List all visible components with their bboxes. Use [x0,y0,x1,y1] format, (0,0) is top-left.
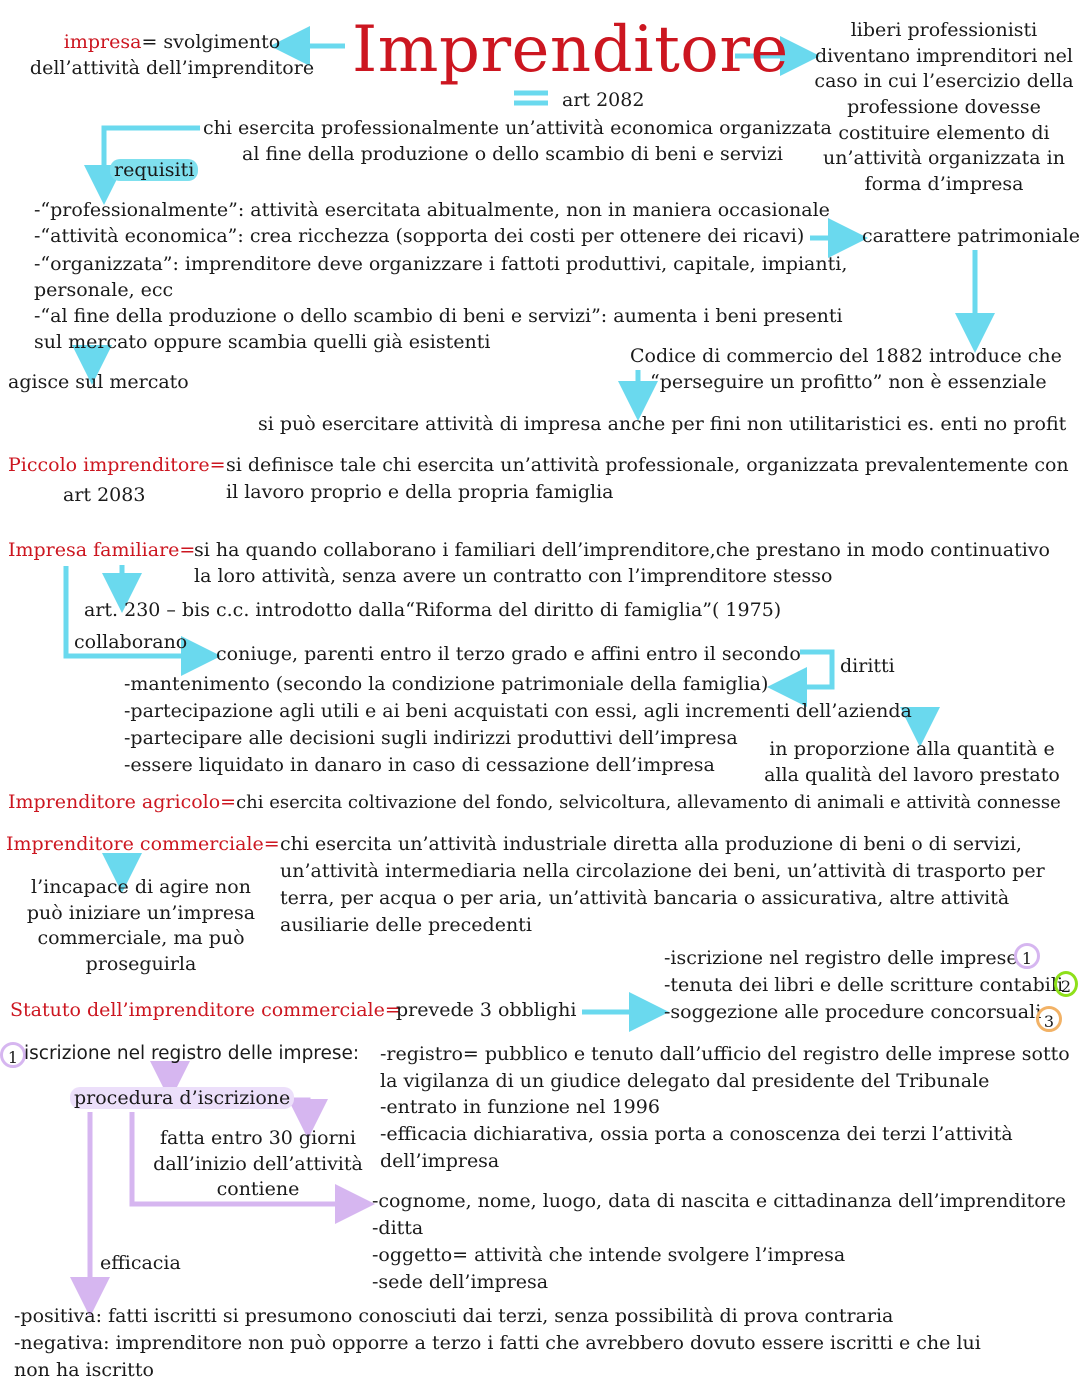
familiare-def-line1: si ha quando collaborano i familiari dell’imprenditore,che prestano in modo continuativo [194,539,1050,561]
imprenditore-agricolo [8,790,1061,816]
impresa-def-line1: = svolgimento [141,31,281,53]
familiare-def-line2: la loro attività, senza avere un contratto con l’imprenditore stesso [194,565,833,587]
incapace-line: l’incapace di agire non [31,876,251,898]
liberi-line: caso in cui l’esercizio della [814,70,1074,93]
piccolo-def-line2: il lavoro proprio e della propria famiglia [226,481,614,503]
fatta-line: dall’inizio dell’attività [153,1152,363,1175]
registro-line1: -registro= pubblico e tenuto dall’ufficio del registro delle imprese sotto [380,1043,1070,1065]
diritto-partecipazione-utili: -partecipazione agli utili e ai beni acquistati con essi, agli incrementi dell’azienda [124,700,912,722]
efficacia-dichiarativa-line1: -efficacia dichiarativa, ossia porta a conoscenza dei terzi l’attività [380,1123,1013,1145]
iscrizione-number-badge: 1 [0,1042,26,1068]
collaborano-label: collaborano [74,631,188,653]
number-badge-3: 3 [1036,1006,1062,1032]
procedura-label [70,1086,294,1112]
impresa-term: impresa [63,31,142,53]
number-badge-2: 2 [1054,971,1078,997]
liberi-line: liberi professionisti [850,19,1038,41]
codice-line1: Codice di commercio del 1882 introduce che [630,345,1062,367]
art-2082: art 2082 [562,89,645,111]
impresa-familiare-term: Impresa familiare= [8,539,196,561]
efficacia-negativa-line1: -negativa: imprenditore non può opporre a terzo i fatti che avrebbero dovuto essere iscritti e che lui [14,1332,981,1354]
efficacia-dichiarativa-line2: dell’impresa [380,1150,500,1172]
diritto-mantenimento: -mantenimento (secondo la condizione patrimoniale della famiglia) [124,673,769,695]
contenuto-oggetto: -oggetto= attività che intende svolgere l’impresa [372,1244,846,1266]
requisito-fine-produzione: -“al fine della produzione o dello scambio di beni e servizi”: aumenta i beni presenti [34,305,843,327]
art-230-bis: art. 230 – bis c.c. introdotto dalla“Riforma del diritto di famiglia”( 1975) [84,599,782,621]
page-title: Imprenditore [352,13,789,87]
proporzione-line2: alla qualità del lavoro prestato [764,763,1060,786]
commerciale-def-line4: ausiliarie delle precedenti [280,914,532,936]
registro-1996: -entrato in funzione nel 1996 [380,1096,660,1118]
diritti-label: diritti [840,655,895,677]
requisiti-label [110,158,198,184]
impresa-definition [22,30,322,81]
codice-line2: “perseguire un profitto” non è essenziale [650,371,1047,393]
statuto-prevede: prevede 3 obblighi [396,999,577,1021]
fatta-entro-note [140,1126,376,1203]
procedura-text: procedura d’iscrizione [70,1087,294,1109]
registro-line2: la vigilanza di un giudice delegato dal presidente del Tribunale [380,1070,990,1092]
definition-line2: al fine della produzione o dello scambio di beni e servizi [242,143,783,165]
efficacia-label: efficacia [100,1252,181,1274]
no-profit-note: si può esercitare attività di impresa anche per fini non utilitaristici es. enti no profit [258,413,1067,435]
piccolo-imprenditore-term: Piccolo imprenditore= [8,454,226,476]
obbligo-iscrizione: -iscrizione nel registro delle imprese [664,947,1018,969]
proporzione-note [762,737,1062,788]
iscrizione-heading [24,1042,359,1067]
agricolo-term: Imprenditore agricolo= [8,791,237,813]
contenuto-anagrafica: -cognome, nome, luogo, data di nascita e cittadinanza dell’imprenditore [372,1190,1067,1212]
impresa-def-line2: dell’attività dell’imprenditore [29,56,315,79]
requisito-organizzata: -“organizzata”: imprenditore deve organizzare i fattoti produttivi, capitale, impianti, [34,253,848,275]
carattere-patrimoniale: carattere patrimoniale [862,225,1080,247]
fatta-line: fatta entro 30 giorni [160,1127,356,1149]
requisito-attivita-economica: -“attività economica”: crea ricchezza (sopporta dei costi per ottenere dei ricavi) [34,225,805,247]
coniuge-parenti: coniuge, parenti entro il terzo grado e affini entro il secondo [216,643,801,665]
obbligo-libri-contabili: -tenuta dei libri e delle scritture contabili [664,974,1064,996]
definition-line1: chi esercita professionalmente un’attività economica organizzata [203,117,832,139]
incapace-line: può iniziare un’impresa [26,901,256,924]
liberi-line: professione dovesse [847,95,1041,118]
number-badge-1: 1 [1014,943,1040,969]
incapace-line: proseguirla [85,952,197,975]
requisito-organizzata-cont: personale, ecc [34,279,174,301]
agisce-sul-mercato: agisce sul mercato [8,371,189,393]
contiene-label: contiene [216,1178,300,1201]
contenuto-ditta: -ditta [372,1217,424,1239]
equals-sign [514,93,548,103]
requisiti-text: requisiti [110,159,198,181]
statuto-term: Statuto dell’imprenditore commerciale= [10,999,401,1021]
commerciale-def-line3: terra, per acqua o per aria, un’attività bancaria o assicurativa, altre attività [280,887,1010,909]
imprenditore-commerciale-term: Imprenditore commerciale= [6,833,280,855]
agricolo-def: chi esercita coltivazione del fondo, selvicoltura, allevamento di animali e attività connesse [236,792,1061,813]
commerciale-def-line1: chi esercita un’attività industriale diretta alla produzione di beni o di servizi, [280,833,1022,855]
incapace-line: commerciale, ma può [37,927,245,950]
proporzione-line1: in proporzione alla quantità e [769,738,1055,760]
incapace-note [16,875,266,978]
contenuto-sede: -sede dell’impresa [372,1271,549,1293]
efficacia-negativa-line2: non ha iscritto [14,1359,154,1381]
obbligo-procedure-concorsuali: -soggezione alle procedure concorsuali [664,1001,1042,1023]
piccolo-def-line1: si definisce tale chi esercita un’attività professionale, organizzata prevalentemente con [226,454,1069,476]
art-2083: art 2083 [63,484,146,506]
commerciale-def-line2: un’attività intermediaria nella circolazione dei beni, un’attività di trasporto per [280,860,1045,882]
liberi-line: costituire elemento di [838,121,1050,144]
liberi-line: forma d’impresa [864,172,1024,195]
efficacia-positiva: -positiva: fatti iscritti si presumono conosciuti dai terzi, senza possibilità di prova contraria [14,1305,894,1327]
liberi-line: un’attività organizzata in [823,147,1065,170]
requisito-fine-produzione-cont: sul mercato oppure scambia quelli già esistenti [34,331,491,353]
liberi-line: diventano imprenditori nel [814,44,1074,67]
diritto-liquidazione: -essere liquidato in danaro in caso di cessazione dell’impresa [124,754,715,776]
liberi-professionisti-note [810,18,1078,197]
iscrizione-title: iscrizione nel registro delle imprese: [24,1043,360,1064]
diritto-decisioni: -partecipare alle decisioni sugli indirizzi produttivi dell’impresa [124,727,738,749]
requisito-professionalmente: -“professionalmente”: attività esercitata abitualmente, non in maniera occasionale [34,199,830,221]
